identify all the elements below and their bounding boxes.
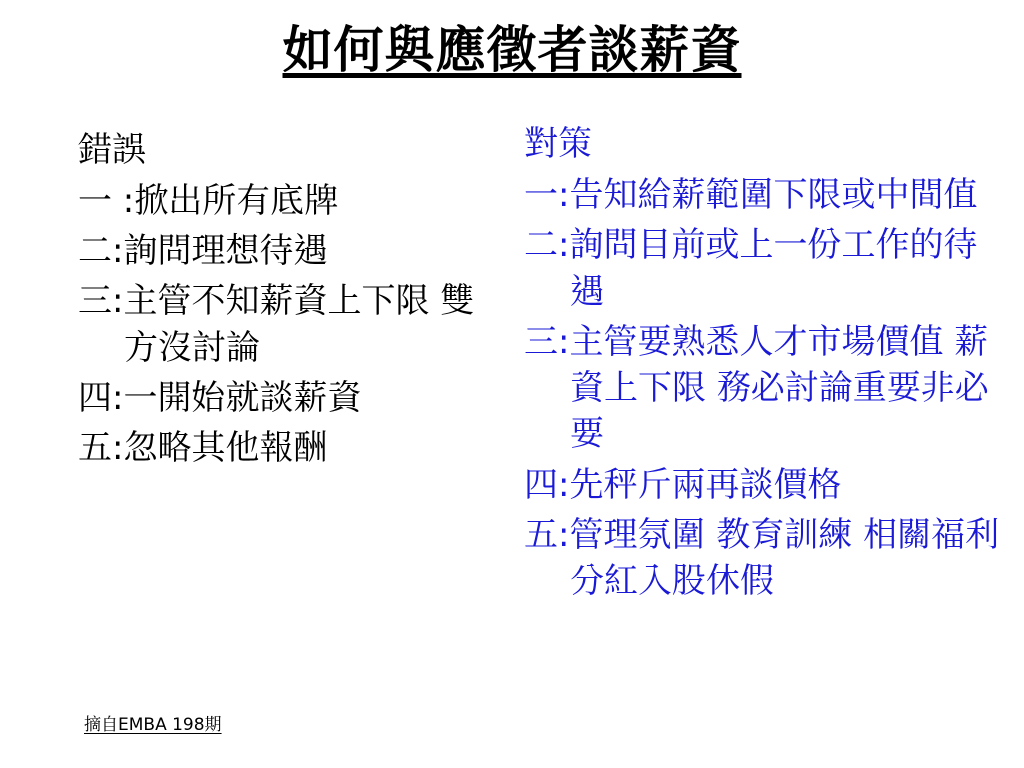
list-item: 一 :掀出所有底牌 — [78, 180, 339, 221]
list-item: 三:主管不知薪資上下限 雙方沒討論 — [78, 281, 475, 368]
left-column — [78, 128, 498, 475]
source-footnote: 摘自EMBA 198期 — [84, 715, 222, 735]
left-column-heading: 錯誤 — [78, 130, 146, 170]
list-item: 二:詢問理想待遇 — [78, 231, 328, 272]
list-item: 五:管理氛圍 教育訓練 相關福利 分紅入股休假 — [524, 514, 1000, 602]
list-item: 二:詢問目前或上一份工作的待遇 — [524, 225, 978, 312]
list-item: 一:告知給薪範圍下限或中間值 — [524, 175, 978, 216]
list-item: 四:一開始就談薪資 — [78, 377, 362, 418]
right-column-heading: 對策 — [524, 124, 592, 164]
list-item: 五:忽略其他報酬 — [78, 428, 328, 469]
list-item: 四:先秤斤兩再談價格 — [524, 464, 842, 505]
right-column — [512, 122, 1004, 608]
page-title: 如何與應徵者談薪資 — [282, 21, 742, 79]
list-item: 三:主管要熟悉人才市場價值 薪資上下限 務必討論重要非必要 — [524, 321, 989, 455]
